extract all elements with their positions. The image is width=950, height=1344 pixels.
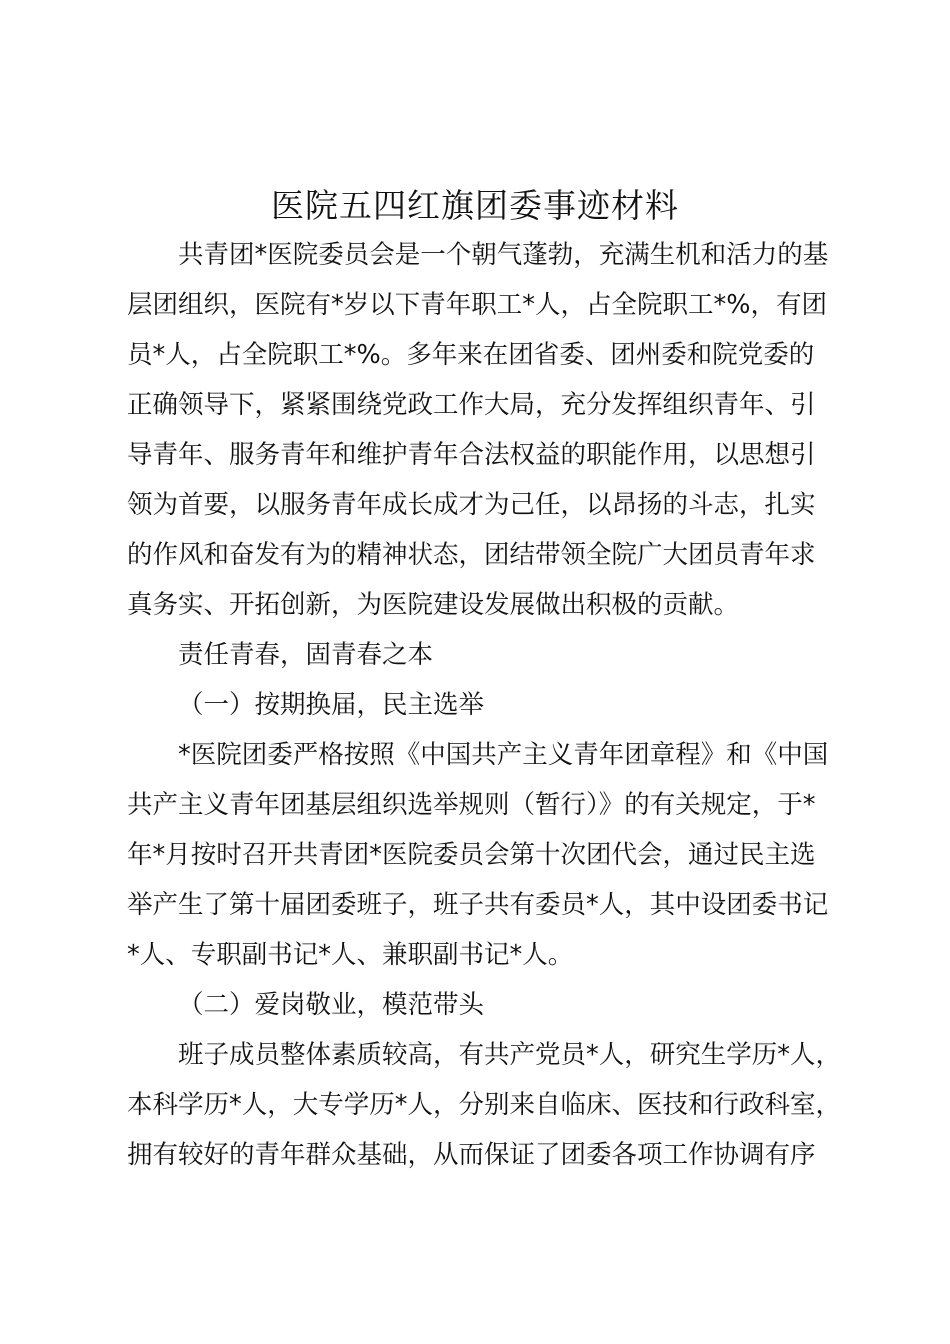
paragraph-line: 正确领导下，紧紧围绕党政工作大局，充分发挥组织青年、引 — [127, 390, 816, 420]
paragraph-line: *人、专职副书记*人、兼职副书记*人。 — [127, 940, 574, 970]
paragraph-line: 共青团*医院委员会是一个朝气蓬勃，充满生机和活力的基 — [178, 240, 829, 270]
subsection-heading: （一）按期换届，民主选举 — [178, 690, 485, 720]
paragraph-line: 班子成员整体素质较高，有共产党员*人，研究生学历*人， — [178, 1040, 842, 1070]
paragraph-line: 本科学历*人，大专学历*人，分别来自临床、医技和行政科室， — [127, 1090, 842, 1120]
paragraph-line: 真务实、开拓创新，为医院建设发展做出积极的贡献。 — [127, 590, 740, 620]
paragraph-line: 拥有较好的青年群众基础，从而保证了团委各项工作协调有序 — [127, 1140, 816, 1170]
paragraph-line: 领为首要，以服务青年成长成才为己任，以昂扬的斗志，扎实 — [127, 490, 816, 520]
paragraph-line: 员*人，占全院职工*%。多年来在团省委、团州委和院党委的 — [127, 340, 815, 370]
document-title: 医院五四红旗团委事迹材料 — [271, 186, 679, 225]
paragraph-line: 的作风和奋发有为的精神状态，团结带领全院广大团员青年求 — [127, 540, 816, 570]
paragraph-line: *医院团委严格按照《中国共产主义青年团章程》和《中国 — [178, 740, 829, 770]
paragraph-line: 年*月按时召开共青团*医院委员会第十次团代会，通过民主选 — [127, 840, 816, 870]
paragraph-line: 共产主义青年团基层组织选举规则（暂行）》的有关规定，于* — [127, 790, 816, 820]
paragraph-line: 举产生了第十届团委班子，班子共有委员*人，其中设团委书记 — [127, 890, 829, 920]
subsection-heading: （二）爱岗敬业，模范带头 — [178, 990, 485, 1020]
paragraph-line: 导青年、服务青年和维护青年合法权益的职能作用，以思想引 — [127, 440, 816, 470]
section-heading: 责任青春，固青春之本 — [178, 640, 434, 670]
paragraph-line: 层团组织，医院有*岁以下青年职工*人，占全院职工*%，有团 — [127, 290, 827, 320]
